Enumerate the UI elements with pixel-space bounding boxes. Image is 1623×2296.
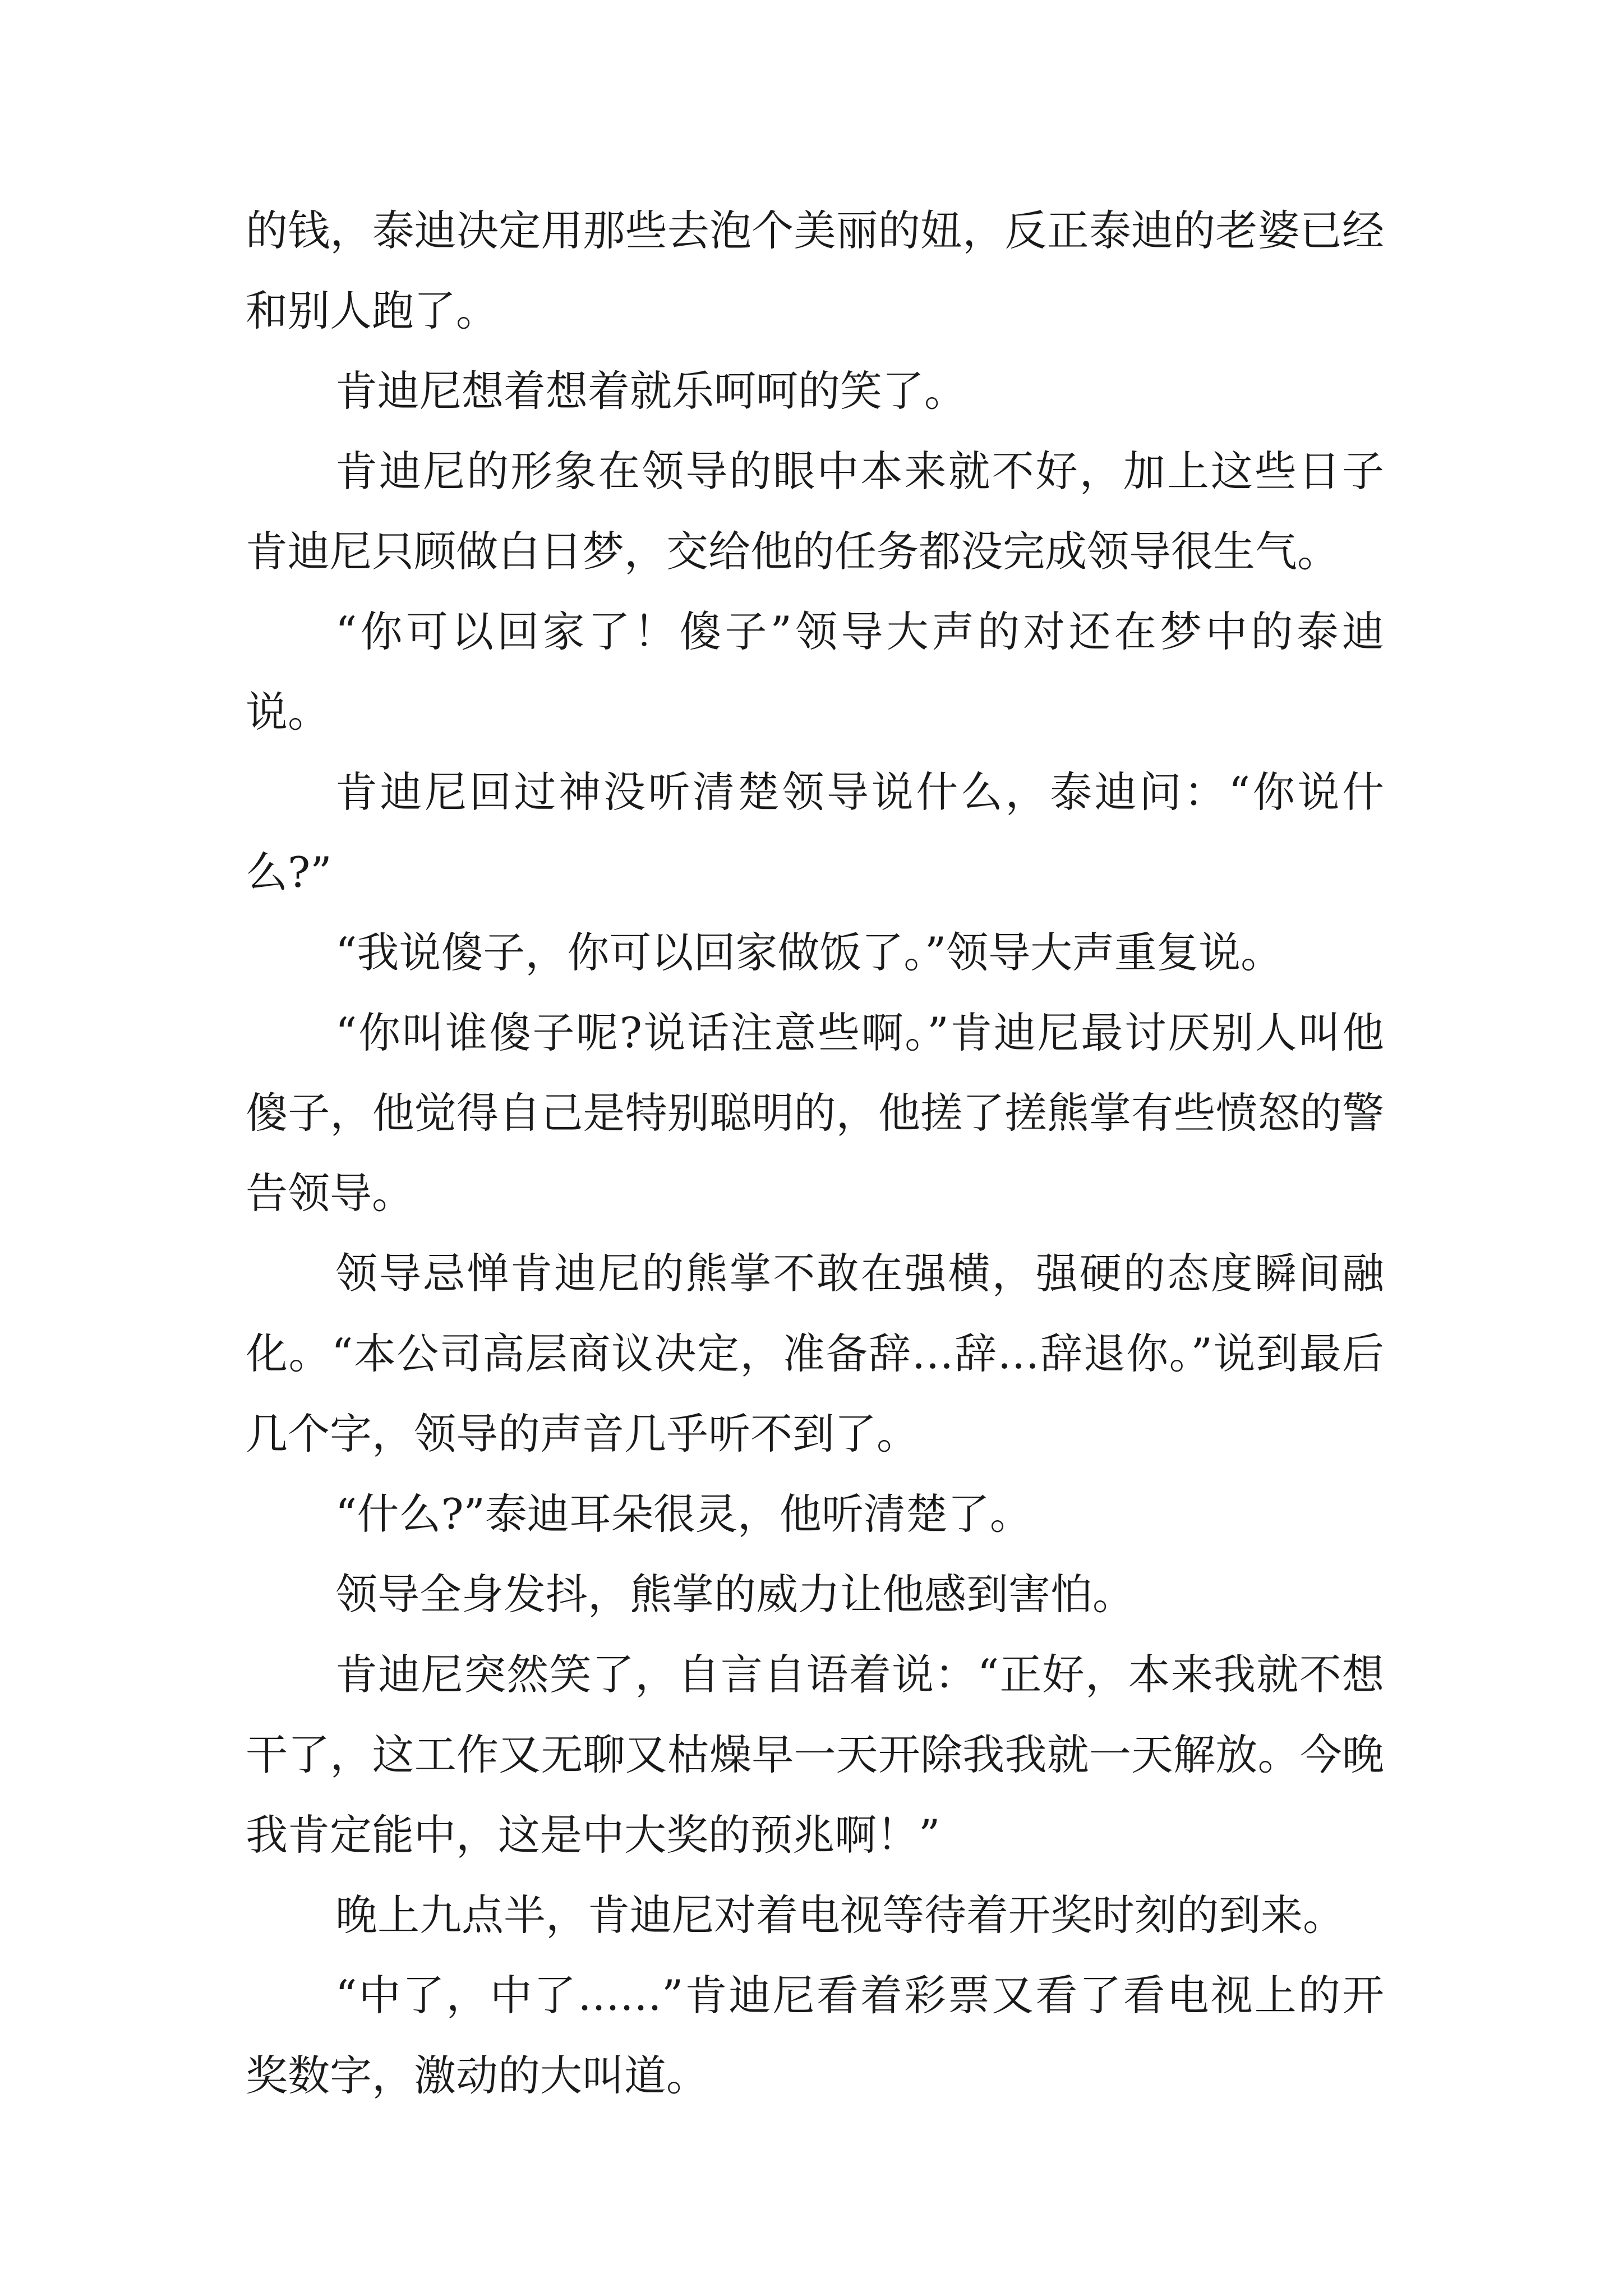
paragraph-7: “你叫谁傻子呢?说话注意些啊。”肯迪尼最讨厌别人叫他傻子，他觉得自己是特别聪明的，他搓了搓熊掌有些愤怒的警告领导。 bbox=[246, 1008, 1384, 1218]
paragraph-8: 领导忌惮肯迪尼的熊掌不敢在强横，强硬的态度瞬间融化。“本公司高层商议决定，准备辞…辞…辞退你。”说到最后几个字，领导的声音几乎听不到了。 bbox=[246, 1249, 1384, 1458]
paragraph-10: 领导全身发抖，熊掌的威力让他感到害怕。 bbox=[335, 1570, 1135, 1619]
paragraph-11: 肯迪尼突然笑了，自言自语着说：“正好，本来我就不想干了，这工作又无聊又枯燥早一天开除我我就一天解放。今晚我肯定能中，这是中大奖的预兆啊！” bbox=[246, 1650, 1384, 1860]
paragraph-3: 肯迪尼的形象在领导的眼中本来就不好，加上这些日子肯迪尼只顾做白日梦，交给他的任务都没完成领导很生气。 bbox=[246, 447, 1384, 576]
paragraph-2: 肯迪尼想着想着就乐呵呵的笑了。 bbox=[335, 366, 967, 416]
paragraph-5: 肯迪尼回过神没听清楚领导说什么，泰迪问：“你说什么?” bbox=[246, 767, 1384, 897]
paragraph-13: “中了，中了……”肯迪尼看着彩票又看了看电视上的开奖数字，激动的大叫道。 bbox=[246, 1971, 1384, 2100]
document-body bbox=[246, 191, 1384, 2116]
paragraph-4: “你可以回家了！傻子”领导大声的对还在梦中的泰迪说。 bbox=[246, 607, 1384, 737]
paragraph-6: “我说傻子，你可以回家做饭了。”领导大声重复说。 bbox=[335, 928, 1283, 977]
paragraph-12: 晚上九点半，肯迪尼对着电视等待着开奖时刻的到来。 bbox=[335, 1890, 1345, 1940]
paragraph-1: 的钱，泰迪决定用那些去泡个美丽的妞，反正泰迪的老婆已经和别人跑了。 bbox=[246, 206, 1384, 335]
paragraph-9: “什么?”泰迪耳朵很灵，他听清楚了。 bbox=[335, 1489, 1032, 1539]
